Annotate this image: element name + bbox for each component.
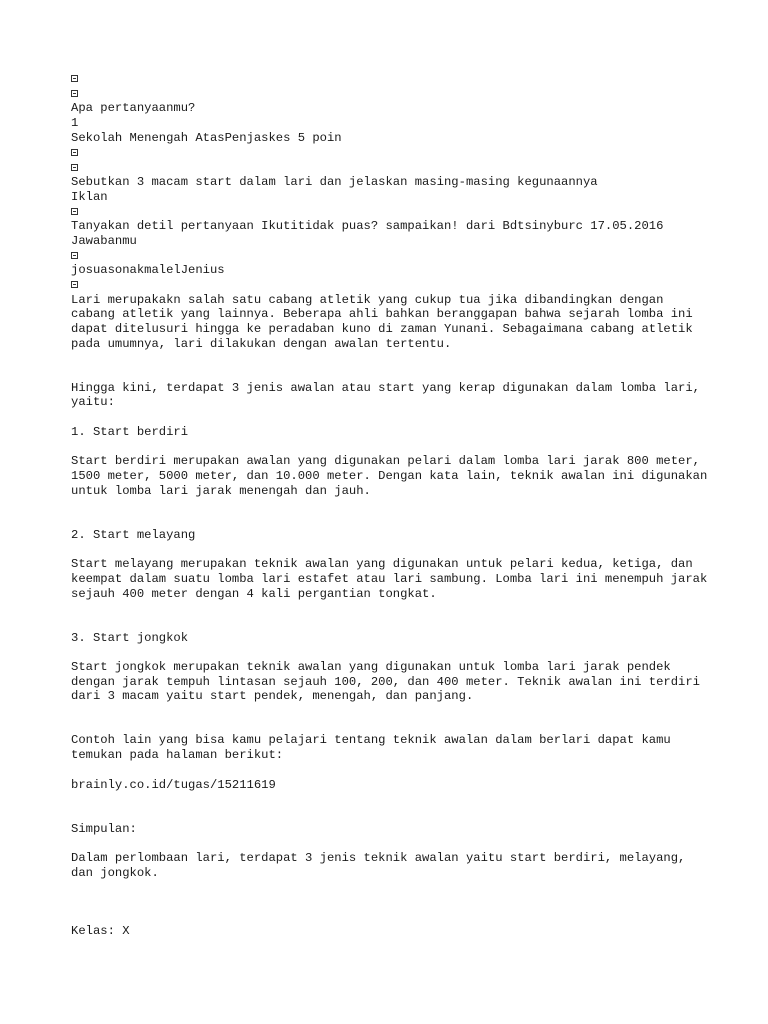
types-intro: Hingga kini, terdapat 3 jenis awalan atau start yang kerap digunakan dalam lomba lari, yaitu: xyxy=(71,380,708,410)
more-text: Contoh lain yang bisa kamu pelajari tentang teknik awalan dalam berlari dapat kamu temukan pada halaman berikut: xyxy=(71,733,679,763)
glyph-line xyxy=(71,248,711,263)
glyph-line xyxy=(71,278,711,293)
document-body xyxy=(71,72,715,939)
conclusion-title: Simpulan: xyxy=(71,821,137,836)
detail-line: Tanyakan detil pertanyaan Ikutitidak puas? sampaikan! dari Bdtsinyburc 17.05.2016 xyxy=(71,219,664,234)
start3-text: Start jongkok merupakan teknik awalan yang digunakan untuk lomba lari jarak pendek dengan jarak tempuh lintasan sejauh 100, 200, dan 400 meter. Teknik awalan ini terdiri dari 3 macam yaitu start pendek, menengah, dan panjang. xyxy=(71,659,708,704)
ad-label: Iklan xyxy=(71,189,108,204)
start2-title: 2. Start melayang xyxy=(71,527,196,542)
answer-intro: Lari merupakakn salah satu cabang atletik yang cukup tua jika dibandingkan dengan cabang atletik yang lainnya. Beberapa ahli bahkan beranggapan bahwa sejarah lomba ini dapat ditelusuri hingga ke peradaban kuno di zaman Yunani. Sebagaimana cabang atletik pada umumnya, lari dilakukan dengan awalan tertentu. xyxy=(71,292,700,351)
missing-glyph-icon xyxy=(71,281,78,288)
missing-glyph-icon xyxy=(71,252,78,259)
reference-link[interactable]: brainly.co.id/tugas/15211619 xyxy=(71,777,276,792)
missing-glyph-icon xyxy=(71,75,78,82)
conclusion-text: Dalam perlombaan lari, terdapat 3 jenis teknik awalan yaitu start berdiri, melayang, dan jongkok. xyxy=(71,851,693,880)
class-label: Kelas: X xyxy=(71,924,130,939)
answerer-name: josuasonakmalelJenius xyxy=(71,263,225,278)
answer-label: Jawabanmu xyxy=(71,233,137,248)
glyph-line xyxy=(71,160,711,175)
missing-glyph-icon xyxy=(71,149,78,156)
glyph-line xyxy=(71,87,711,102)
missing-glyph-icon xyxy=(71,90,78,97)
subject-line: Sekolah Menengah AtasPenjaskes 5 poin xyxy=(71,130,342,145)
start3-title: 3. Start jongkok xyxy=(71,630,189,645)
glyph-line xyxy=(71,146,711,161)
glyph-line xyxy=(71,72,711,87)
glyph-line xyxy=(71,204,711,219)
missing-glyph-icon xyxy=(71,208,78,215)
question-text: Sebutkan 3 macam start dalam lari dan jelaskan masing-masing kegunaannya xyxy=(71,174,598,189)
question-title: Apa pertanyaanmu? xyxy=(71,101,196,116)
missing-glyph-icon xyxy=(71,164,78,171)
start1-title: 1. Start berdiri xyxy=(71,424,189,439)
start1-text: Start berdiri merupakan awalan yang digunakan pelari dalam lomba lari jarak 800 meter, 1500 meter, 5000 meter, dan 10.000 meter. Dengan kata lain, teknik awalan ini digunakan untuk lomba lari jarak menengah dan jauh. xyxy=(71,454,715,498)
question-number: 1 xyxy=(71,116,79,131)
start2-text: Start melayang merupakan teknik awalan yang digunakan untuk pelari kedua, ketiga, dan keempat dalam suatu lomba lari estafet atau lari sambung. Lomba lari ini menempuh jarak sejauh 400 meter dengan 4 kali pergantian tongkat. xyxy=(71,557,715,601)
